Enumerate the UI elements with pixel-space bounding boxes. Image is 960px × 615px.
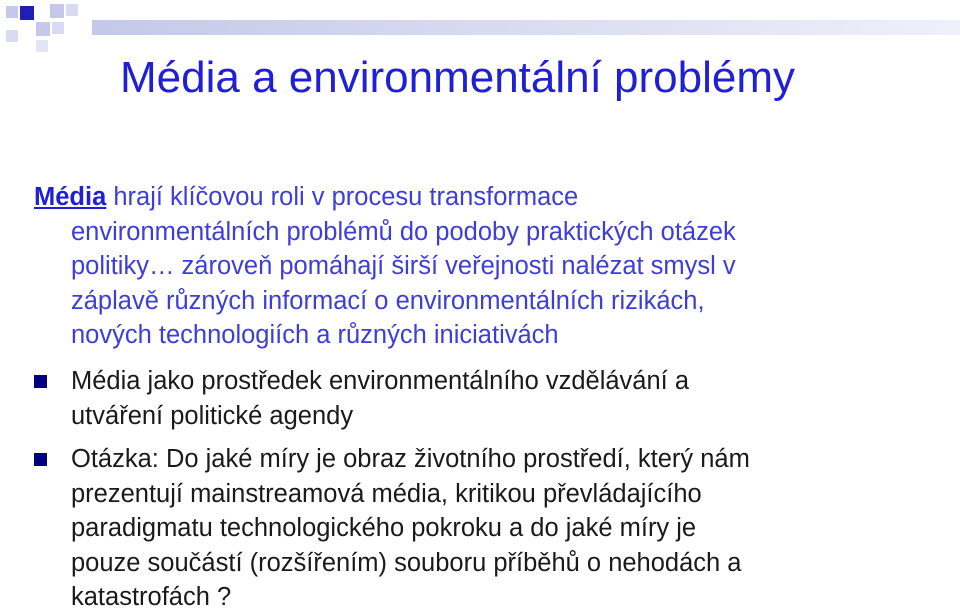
deco-square — [6, 6, 18, 18]
deco-square — [36, 22, 50, 36]
slide-title: Média a environmentální problémy — [120, 53, 796, 102]
bullet-line: Média jako prostředek environmentálního vzdělávání a — [71, 367, 690, 395]
paragraph-line — [34, 180, 934, 215]
bullet-item — [34, 364, 944, 433]
deco-bar — [92, 20, 960, 35]
paragraph-line: nových technologiích a různých iniciativách — [71, 321, 559, 349]
deco-square — [52, 22, 64, 34]
deco-square — [6, 30, 18, 42]
deco-square — [66, 4, 78, 16]
media-link[interactable]: Média — [34, 183, 107, 211]
deco-square — [50, 4, 64, 18]
deco-square — [36, 40, 48, 52]
bullet-line: utváření politické agendy — [71, 401, 354, 430]
header-decoration — [0, 0, 960, 60]
bullet-line: pouze součástí (rozšířením) souboru příběhů o nehodách a — [71, 548, 742, 577]
bullet-line: prezentují mainstreamová média, kritikou převládajícího — [71, 479, 702, 508]
bullet-line: Otázka: Do jaké míry je obraz životního prostředí, který nám — [71, 445, 750, 473]
paragraph-line: politiky… zároveň pomáhají širší veřejnosti nalézat smysl v — [71, 252, 736, 280]
bullet-item — [34, 442, 944, 615]
paragraph-text: hrají klíčovou roli v procesu transformace — [106, 183, 579, 211]
bullet-square-icon — [34, 375, 47, 388]
paragraph-line: environmentálních problémů do podoby praktických otázek — [71, 217, 736, 246]
bullet-line: katastrofách ? — [71, 583, 232, 611]
bullet-line: paradigmatu technologického pokroku a do jaké míry je — [71, 514, 697, 542]
paragraph-line: záplavě různých informací o environmentálních rizikách, — [71, 286, 705, 315]
deco-square — [20, 6, 34, 20]
bullet-square-icon — [34, 453, 47, 466]
intro-paragraph — [34, 180, 934, 353]
